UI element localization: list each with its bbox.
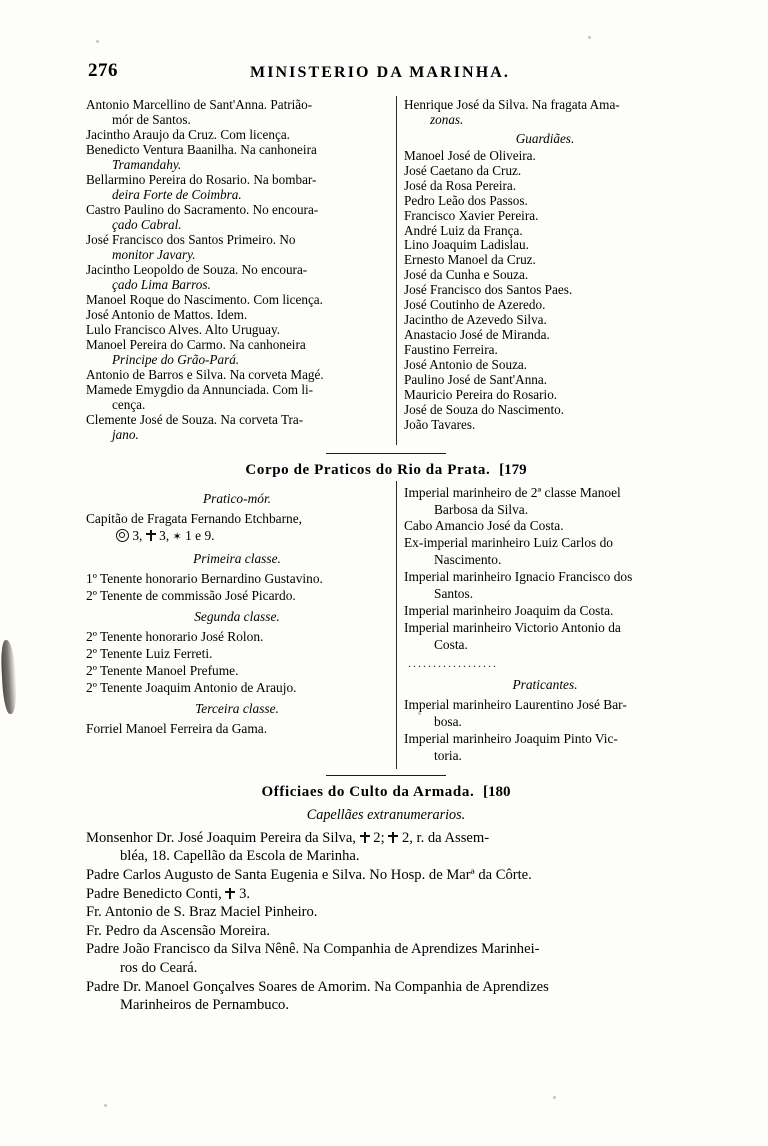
scan-artifact-smudge xyxy=(0,640,18,715)
section-heading-praticos xyxy=(86,462,686,479)
list-item: Padre Benedicto Conti, 3. xyxy=(86,885,251,902)
medal-icon xyxy=(116,529,129,542)
list-item: José da Cunha e Souza. xyxy=(404,267,529,283)
list-item: 2º Tenente Joaquim Antonio de Araujo. xyxy=(86,679,297,695)
section-divider-rule-2 xyxy=(326,775,446,776)
running-header-title: MINISTERIO DA MARINHA. xyxy=(250,64,510,81)
scan-speck xyxy=(104,1104,107,1107)
list-item: Antonio Marcellino de Sant'Anna. Patrião- xyxy=(86,97,313,112)
list-item: José da Rosa Pereira. xyxy=(404,177,517,193)
dotted-separator: .................. xyxy=(408,656,498,671)
list-item: José Francisco dos Santos Paes. xyxy=(404,282,573,298)
list-item: Lulo Francisco Alves. Alto Uruguay. xyxy=(86,321,280,337)
list-item: Ex-imperial marinheiro Luiz Carlos do xyxy=(404,535,613,551)
list-item: Faustino Ferreira. xyxy=(404,342,498,358)
list-item: Forriel Manoel Ferreira da Gama. xyxy=(86,721,268,737)
list-item-continuation: Costa. xyxy=(434,636,468,652)
subsection-heading-guardiaes: Guardiães. xyxy=(515,130,575,146)
list-item: Jacintho de Azevedo Silva. xyxy=(404,312,547,328)
officers-left-column xyxy=(86,98,396,443)
scan-speck xyxy=(96,40,99,43)
list-item: Monsenhor Dr. José Joaquim Pereira da Silva, 2; 2, r. da Assem- xyxy=(86,829,490,846)
subheading-primeira-classe: Primeira classe. xyxy=(193,550,281,566)
section-heading-culto xyxy=(86,784,686,801)
list-item-continuation: Marinheiros de Pernambuco. xyxy=(120,997,289,1014)
list-item-continuation: deira Forte de Coimbra. xyxy=(112,186,242,202)
list-item-continuation: çado Lima Barros. xyxy=(112,276,211,292)
section-divider-rule xyxy=(326,453,446,454)
subheading-terceira-classe: Terceira classe. xyxy=(195,701,279,717)
list-item-continuation: cença. xyxy=(112,396,146,412)
page-content xyxy=(86,98,686,1016)
list-item: Pedro Leão dos Passos. xyxy=(404,192,528,208)
list-item-continuation: jano. xyxy=(112,426,139,442)
list-item: 2º Tenente honorario José Rolon. xyxy=(86,629,264,645)
list-item: 2º Tenente Luiz Ferreti. xyxy=(86,646,213,662)
list-item: Imperial marinheiro Ignacio Francisco dos xyxy=(404,569,633,585)
list-item: Jacintho Leopoldo de Souza. No encoura- xyxy=(86,261,308,277)
list-item-continuation: bosa. xyxy=(434,714,462,730)
section-number: [179 xyxy=(499,461,527,478)
list-item: Padre Carlos Augusto de Santa Eugenia e Silva. No Hosp. de Marª da Côrte. xyxy=(86,867,532,884)
officers-two-column-block xyxy=(86,98,686,443)
list-item-continuation: Barbosa da Silva. xyxy=(434,501,529,517)
list-item: Imperial marinheiro Victorio Antonio da xyxy=(404,619,621,635)
list-item: Cabo Amancio José da Costa. xyxy=(404,518,564,534)
list-item: Imperial marinheiro Joaquim Pinto Vic- xyxy=(404,731,618,747)
list-item: Manoel José de Oliveira. xyxy=(404,147,536,163)
cross-order-icon xyxy=(225,888,235,899)
list-item: 2º Tenente Manoel Prefume. xyxy=(86,663,239,679)
list-item: Capitão de Fragata Fernando Etchbarne, xyxy=(86,510,303,526)
list-item: Padre Dr. Manoel Gonçalves Soares de Amorim. Na Companhia de Aprendizes xyxy=(86,978,549,995)
section-title: Corpo de Praticos do Rio da Prata. xyxy=(245,461,491,478)
subheading-pratico-mor: Pratico-mór. xyxy=(202,490,272,506)
list-item: Imperial marinheiro Laurentino José Bar- xyxy=(404,697,627,713)
list-item: Imperial marinheiro Joaquim da Costa. xyxy=(404,602,614,618)
list-item: Lino Joaquim Ladislau. xyxy=(404,237,529,253)
list-item: Antonio de Barros e Silva. Na corveta Magé. xyxy=(86,366,324,382)
list-item: Fr. Pedro da Ascensão Moreira. xyxy=(86,922,271,939)
cross-order-icon xyxy=(146,530,156,541)
list-item: Anastacio José de Miranda. xyxy=(404,327,550,343)
list-item-continuation: zonas. xyxy=(430,111,464,127)
list-item: Imperial marinheiro de 2ª classe Manoel xyxy=(404,484,621,500)
list-item: Manoel Pereira do Carmo. Na canhoneira xyxy=(86,336,306,352)
list-item: 2º Tenente de commissão José Picardo. xyxy=(86,587,296,603)
scan-speck xyxy=(588,36,591,39)
list-item: André Luiz da França. xyxy=(404,222,523,238)
list-item: Henrique José da Silva. Na fragata Ama- xyxy=(404,97,620,112)
praticos-two-column-block xyxy=(86,485,686,765)
list-item: Ernesto Manoel da Cruz. xyxy=(404,252,536,268)
list-item: Fr. Antonio de S. Braz Maciel Pinheiro. xyxy=(86,904,318,921)
list-item-continuation: Tramandahy. xyxy=(112,156,182,172)
cross-order-icon xyxy=(360,832,370,843)
list-item-continuation: Principe do Grão-Pará. xyxy=(112,351,240,367)
list-item: Mamede Emygdio da Annunciada. Com li- xyxy=(86,381,314,397)
list-item: Paulino José de Sant'Anna. xyxy=(404,372,548,388)
scan-speck xyxy=(553,1096,556,1099)
praticos-left-column xyxy=(86,485,396,765)
praticos-right-column xyxy=(396,485,686,765)
section-number: [180 xyxy=(483,783,511,800)
list-item: João Tavares. xyxy=(404,417,476,433)
officers-right-column xyxy=(396,98,686,443)
cross-order-icon xyxy=(388,832,398,843)
list-item-continuation: bléa, 18. Capellão da Escola de Marinha. xyxy=(120,848,360,865)
list-item: Benedicto Ventura Baanilha. Na canhoneira xyxy=(86,141,317,157)
list-item-continuation: Santos. xyxy=(434,586,474,602)
list-item: Clemente José de Souza. Na corveta Tra- xyxy=(86,411,304,427)
list-item-continuation: toria. xyxy=(434,747,462,763)
list-item: José Coutinho de Azeredo. xyxy=(404,297,546,313)
section-title: Officiaes do Culto da Armada. xyxy=(261,783,475,800)
list-item-continuation: mór de Santos. xyxy=(112,111,191,127)
list-item: José Antonio de Souza. xyxy=(404,357,528,373)
list-item: Mauricio Pereira do Rosario. xyxy=(404,387,558,403)
list-item: Castro Paulino do Sacramento. No encoura- xyxy=(86,201,319,217)
list-item-continuation: ros do Ceará. xyxy=(120,959,198,976)
list-item: Manoel Roque do Nascimento. Com licença. xyxy=(86,291,323,307)
list-item: José de Souza do Nascimento. xyxy=(404,402,565,418)
list-item: Jacintho Araujo da Cruz. Com licença. xyxy=(86,126,290,142)
list-item-continuation: Nascimento. xyxy=(434,552,502,568)
list-item: 1º Tenente honorario Bernardino Gustavino. xyxy=(86,570,323,586)
star-order-icon: ✶ xyxy=(172,530,182,543)
culto-list xyxy=(86,807,686,1015)
list-item-continuation: çado Cabral. xyxy=(112,216,182,232)
list-item-continuation-decorations: 3, 3, ✶ 1 e 9. xyxy=(86,528,388,545)
subheading-praticantes: Praticantes. xyxy=(512,677,578,693)
list-item: José Antonio de Mattos. Idem. xyxy=(86,306,248,322)
list-item: José Caetano da Cruz. xyxy=(404,162,522,178)
list-item: José Francisco dos Santos Primeiro. No xyxy=(86,231,296,247)
list-item: Bellarmino Pereira do Rosario. Na bombar- xyxy=(86,171,317,187)
list-item: Francisco Xavier Pereira. xyxy=(404,207,539,223)
list-item: Padre João Francisco da Silva Nênê. Na Companhia de Aprendizes Marinhei- xyxy=(86,941,540,958)
list-item-continuation: monitor Javary. xyxy=(112,246,196,262)
page-number: 276 xyxy=(88,60,118,81)
subheading-capellaes: Capellães extranumerarios. xyxy=(306,806,466,823)
subheading-segunda-classe: Segunda classe. xyxy=(194,609,280,625)
